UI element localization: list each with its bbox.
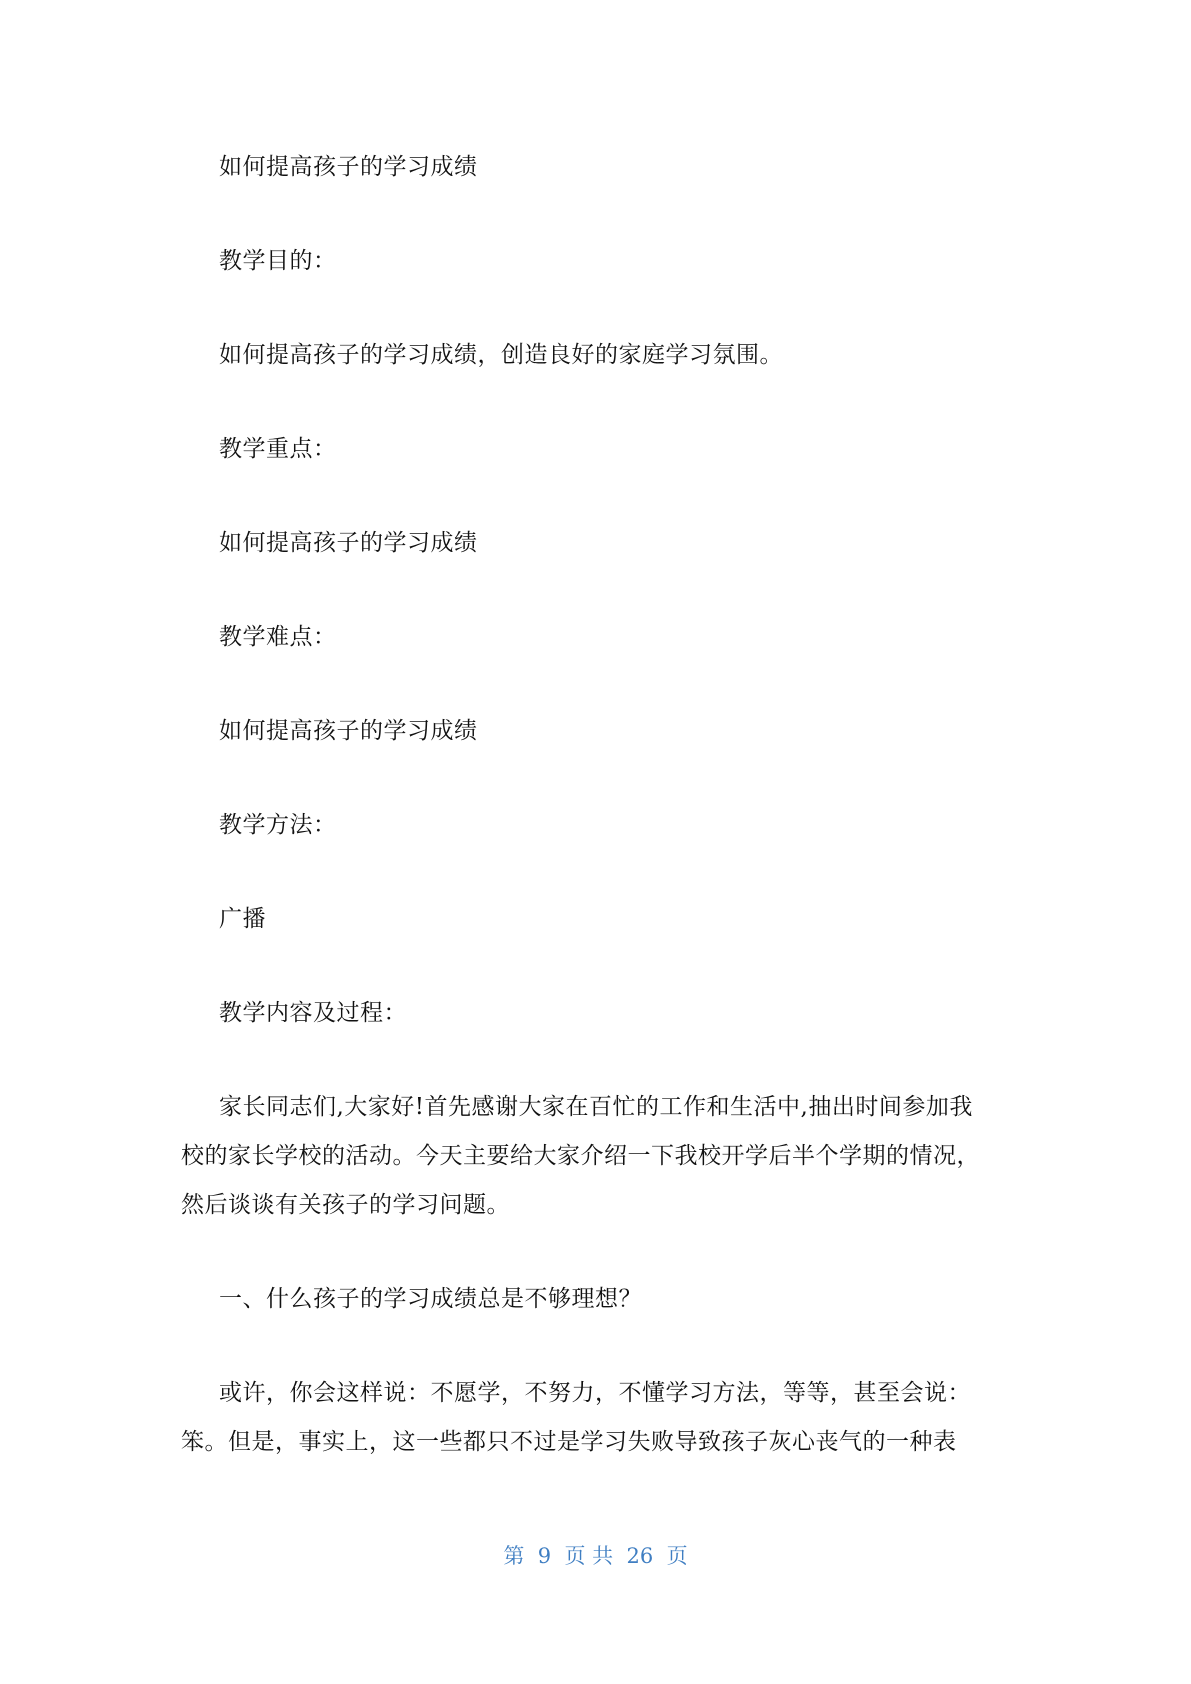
paragraph-difficulties: 如何提高孩子的学习成绩 — [219, 718, 478, 744]
paragraph-intro-line-2: 校的家长学校的活动。今天主要给大家介绍一下我校开学后半个学期的情况， — [181, 1143, 980, 1169]
section-label-difficulties: 教学难点： — [219, 624, 337, 650]
section-label-content: 教学内容及过程： — [219, 1000, 407, 1026]
paragraph-intro-line-3: 然后谈谈有关孩子的学习问题。 — [181, 1192, 510, 1218]
section-label-key-points: 教学重点： — [219, 436, 337, 462]
section-heading-one: 一、什么孩子的学习成绩总是不够理想？ — [219, 1286, 642, 1312]
section-label-method: 教学方法： — [219, 812, 337, 838]
paragraph-reason-line-1: 或许，你会这样说：不愿学，不努力，不懂学习方法，等等，甚至会说： — [219, 1380, 971, 1406]
page-number-footer: 第 9 页 共 26 页 — [503, 1544, 688, 1568]
paragraph-intro-line-1: 家长同志们,大家好!首先感谢大家在百忙的工作和生活中,抽出时间参加我 — [219, 1094, 973, 1120]
section-label-purpose: 教学目的： — [219, 248, 337, 274]
paragraph-key-points: 如何提高孩子的学习成绩 — [219, 530, 478, 556]
paragraph-reason-line-2: 笨。但是，事实上，这一些都只不过是学习失败导致孩子灰心丧气的一种表 — [181, 1429, 957, 1455]
paragraph-method: 广播 — [219, 906, 266, 932]
heading-title: 如何提高孩子的学习成绩 — [219, 154, 478, 180]
paragraph-purpose: 如何提高孩子的学习成绩，创造良好的家庭学习氛围。 — [219, 342, 783, 368]
